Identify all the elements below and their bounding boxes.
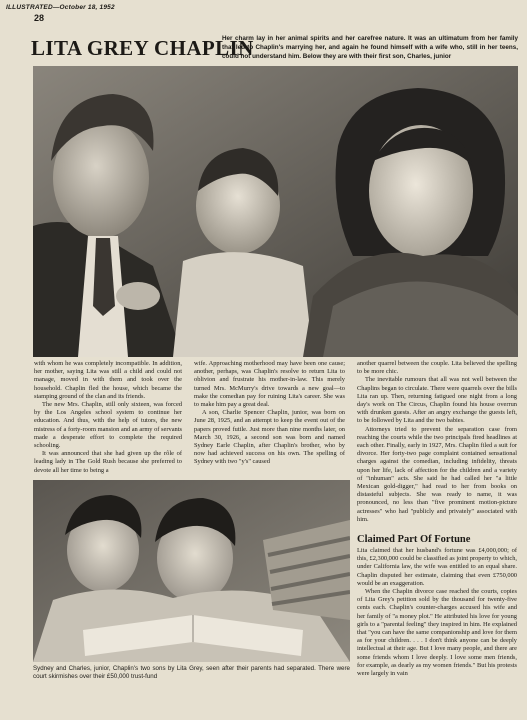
paragraph: The new Mrs. Chaplin, still only sixteen, was forced by the Los Angeles school system to continue her education. And thus, with the help of tutors, the new mistress of a forty-room mansion and an army of servants made a desperate effort to complete the required schooling.: [34, 401, 182, 450]
main-photo: [33, 66, 518, 357]
photo-caption: Sydney and Charles, junior, Chaplin's two sons by Lita Grey, seen after their parents had separated. There were court skirmishes over their £50,000 trust-fund: [33, 665, 350, 681]
running-head: ILLUSTRATED—October 18, 1952: [6, 4, 115, 11]
paragraph: Lita claimed that her husband's fortune was £4,000,000; of this, £2,300,000 could be classified as joint property to which, under California law, the wife was entitled to an equal share. Chaplin disputed her estimate, claiming that even £750,000 would be an exaggeration.: [357, 547, 517, 587]
column-3: [357, 360, 517, 524]
paragraph: A son, Charlie Spencer Chaplin, junior, was born on June 28, 1925, and an attempt to keep the event out of the papers proved futile. Just more than nine months later, on March 30, 1926, a second son was born and named Sydney Earle Chaplin, after Chaplin's brother, who by now had achieved success on his own. The spelling of Sydney with two "y's" caused: [194, 409, 345, 466]
paragraph: with whom he was completely incompatible. In addition, her mother, saying Lita was still a child and could not manage, moved in with them and took over the household. Chaplin fled the house, which became the stamping ground of the clan and its friends.: [34, 360, 182, 400]
subheading: Claimed Part Of Fortune: [357, 534, 471, 545]
paragraph: The inevitable rumours that all was not well between the Chaplins began to circulate. There were quarrels over the bills Lita ran up. Then, returning fatigued one night from a long day's work on The Circus, Chaplin found his house overrun with drunken guests. After an angry exchange the guests left, to be followed by Lita and the two babies.: [357, 376, 517, 425]
intro-text: Her charm lay in her animal spirits and her carefree nature. It was an ultimatum from her family that led to Chaplin's marrying her, and again he found himself with a wife who, still in her teens, could not understand him. Below they are with their first son, Charles, junior: [222, 35, 518, 60]
column-1: [34, 360, 182, 475]
sons-photo: [33, 480, 350, 662]
page-number: 28: [34, 13, 45, 23]
column-3-continued: [357, 547, 517, 678]
paragraph: another quarrel between the couple. Lita believed the spelling to be more chic.: [357, 360, 517, 376]
paragraph: When the Chaplin divorce case reached the courts, copies of Lita Grey's petition sold by the thousand for twenty-five cents each. Chaplin's counter-charges accused his wife and her family of "a money plot." He attributed his love for young girls to a "parental feeling" they inspired in him. He explained that "you can have the same companionship and love for them as for your children. . . . I don't think anyone can be deeply intellectual at their age. But I love many people, and there are some friends whom I love deeply. I love some men friends, for example, as dearly as my women friends." But his protests were largely in vain: [357, 588, 517, 678]
paragraph: It was announced that she had given up the rôle of leading lady in The Gold Rush because she preferred to devote all her time to being a: [34, 450, 182, 474]
column-2: [194, 360, 345, 467]
paragraph: Attorneys tried to prevent the separation case from reaching the courts while the two principals fired headlines at each other. Finally, early in 1927, Mrs. Chaplin filed a suit for divorce. Her forty-two page complaint contained sensational charges against the comedian, including infidelity, threats upon her life, lack of affection for the children and a variety of "inhuman" acts. She said he had called her "a little Mexican gold-digger," had read to her from books on distasteful subjects. She was ready to name, it was pronounced, no less than "five prominent motion-picture actresses" who had "publicly and privately" associated with him.: [357, 425, 517, 523]
headline: LITA GREY CHAPLIN: [31, 36, 254, 60]
main-photo-image: [33, 66, 518, 357]
paragraph: wife. Approaching motherhood may have been one cause; another, perhaps, was Chaplin's resolve to return Lita to oblivion and frustrate his mother-in-law. This merely turned Mrs. McMurry's drive towards a new goal—to make the comedian pay for ruining Lita's career. She was to make him pay a great deal.: [194, 360, 345, 409]
sons-photo-image: [33, 480, 350, 662]
